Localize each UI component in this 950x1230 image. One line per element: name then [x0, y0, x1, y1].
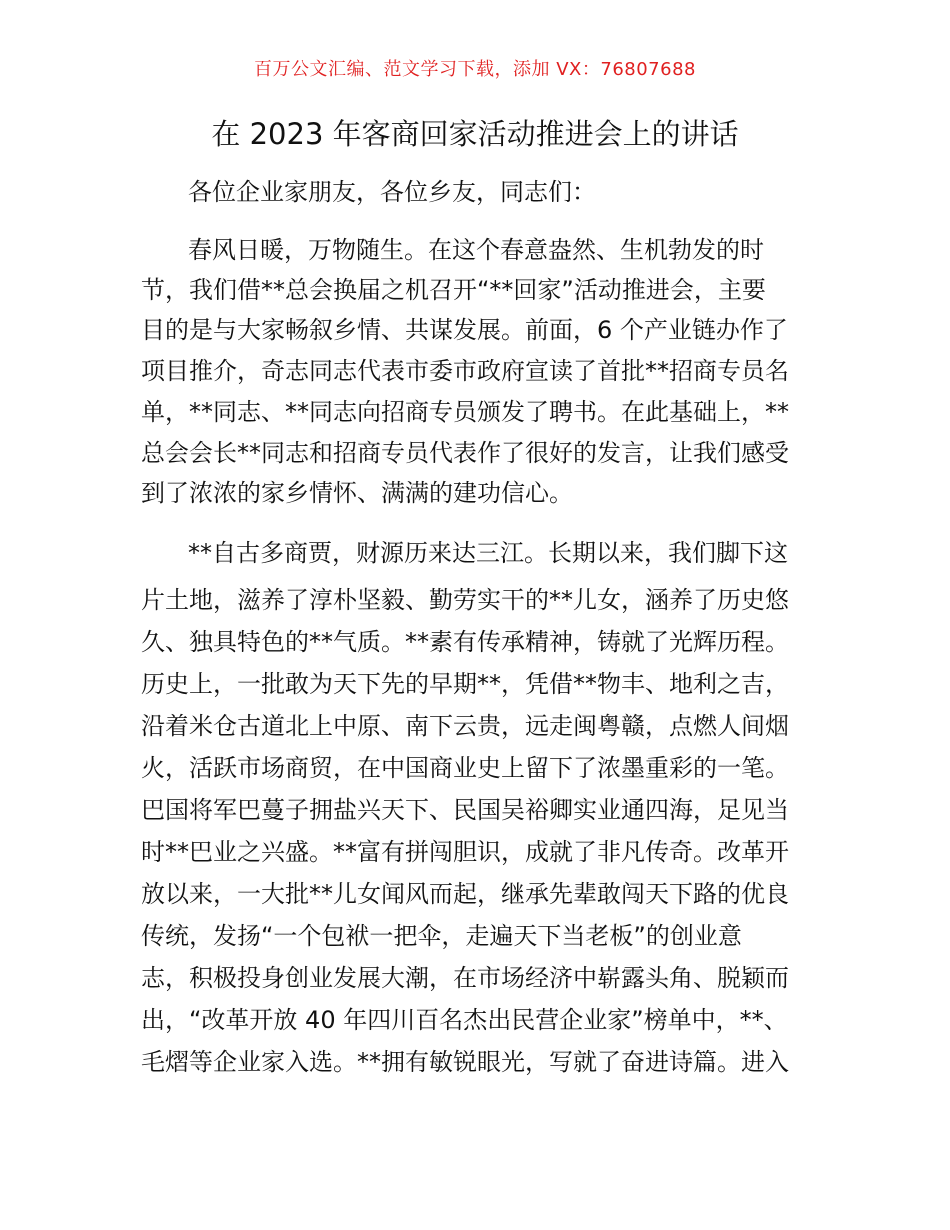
body-line: 巴国将军巴蔓子拥盐兴天下、民国吴裕卿实业通四海，足见当	[141, 796, 789, 824]
salutation: 各位企业家朋友，各位乡友，同志们：	[188, 178, 596, 206]
body-line: 传统，发扬“一个包袱一把伞，走遍天下当老板”的创业意	[141, 922, 742, 950]
body-line: 历史上，一批敢为天下先的早期**，凭借**物丰、地利之吉，	[141, 670, 789, 698]
download-promo-note: 百万公文汇编、范文学习下载，添加 VX：76807688	[254, 59, 696, 80]
body-line: 毛熠等企业家入选。**拥有敏锐眼光，写就了奋进诗篇。进入	[141, 1048, 789, 1076]
body-line: 单，**同志、**同志向招商专员颁发了聘书。在此基础上，**	[141, 398, 789, 426]
body-line: **自古多商贾，财源历来达三江。长期以来，我们脚下这	[188, 539, 788, 567]
body-line: 出，“改革开放 40 年四川百名杰出民营企业家”榜单中，**、	[141, 1006, 788, 1034]
body-line: 项目推介，奇志同志代表市委市政府宣读了首批**招商专员名	[141, 357, 789, 385]
body-line: 时**巴业之兴盛。**富有拼闯胆识，成就了非凡传奇。改革开	[141, 838, 789, 866]
body-line: 总会会长**同志和招商专员代表作了很好的发言，让我们感受	[141, 439, 789, 467]
body-line: 片土地，滋养了淳朴坚毅、勤劳实干的**儿女，涵养了历史悠	[141, 586, 789, 614]
body-line: 久、独具特色的**气质。**素有传承精神，铸就了光辉历程。	[141, 628, 789, 656]
body-line: 火，活跃市场商贸，在中国商业史上留下了浓墨重彩的一笔。	[141, 754, 789, 782]
body-line: 春风日暖，万物随生。在这个春意盎然、生机勃发的时	[188, 236, 764, 264]
body-line: 沿着米仓古道北上中原、南下云贵，远走闽粤赣，点燃人间烟	[141, 712, 789, 740]
body-line: 到了浓浓的家乡情怀、满满的建功信心。	[141, 479, 573, 507]
body-line: 放以来，一大批**儿女闻风而起，继承先辈敢闯天下路的优良	[141, 880, 789, 908]
body-line: 目的是与大家畅叙乡情、共谋发展。前面，6 个产业链办作了	[141, 316, 788, 344]
body-line: 节，我们借**总会换届之机召开“**回家”活动推进会，主要	[141, 276, 766, 304]
document-title: 在 2023 年客商回家活动推进会上的讲话	[211, 117, 739, 151]
body-line: 志，积极投身创业发展大潮，在市场经济中崭露头角、脱颖而	[141, 964, 789, 992]
